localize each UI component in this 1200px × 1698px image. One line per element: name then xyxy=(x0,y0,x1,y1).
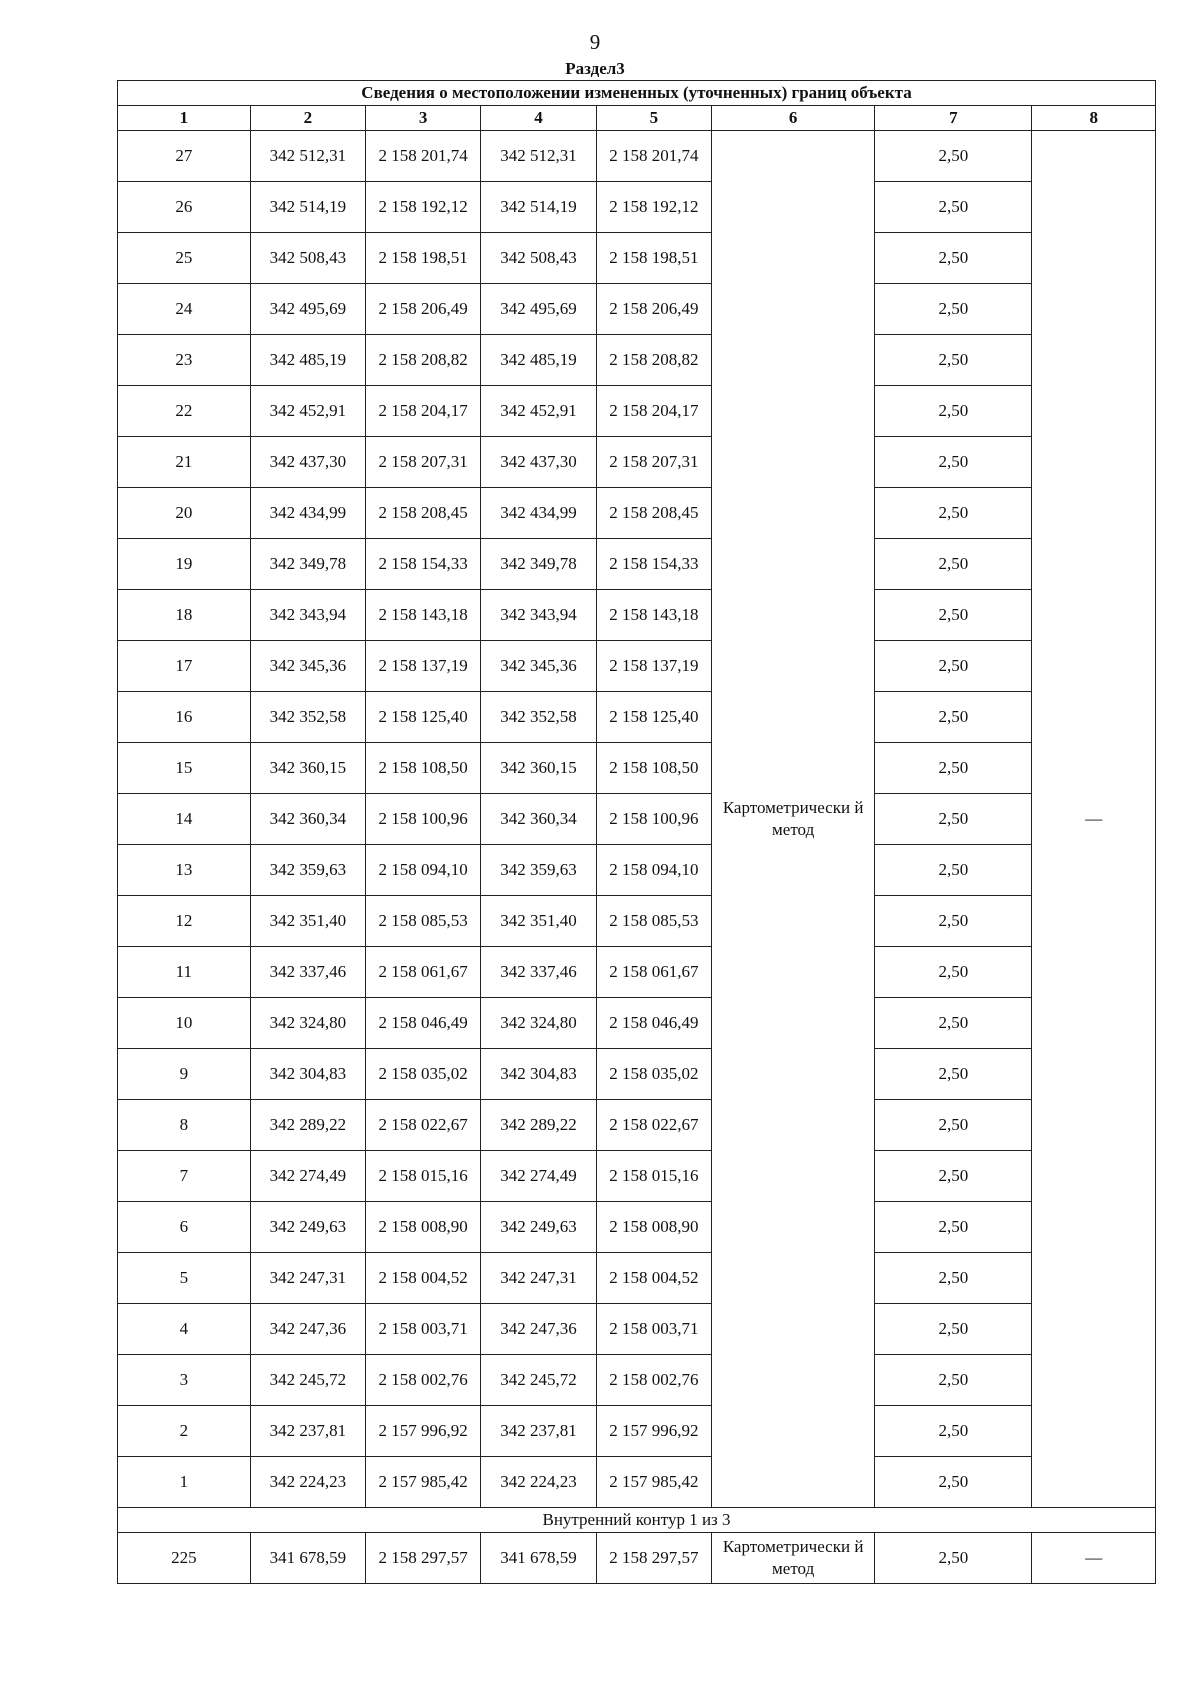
existing-x: 342 343,94 xyxy=(250,590,365,641)
table-row xyxy=(118,590,1156,641)
new-x: 342 345,36 xyxy=(481,641,596,692)
new-y: 2 158 125,40 xyxy=(596,692,711,743)
precision: 2,50 xyxy=(875,947,1032,998)
method-cell: Картометрически й метод xyxy=(711,1533,874,1584)
new-x: 342 337,46 xyxy=(481,947,596,998)
precision: 2,50 xyxy=(875,1253,1032,1304)
table-row xyxy=(118,1202,1156,1253)
point-number: 10 xyxy=(118,998,251,1049)
new-y: 2 158 004,52 xyxy=(596,1253,711,1304)
new-y: 2 158 154,33 xyxy=(596,539,711,590)
point-number: 25 xyxy=(118,233,251,284)
new-x: 342 508,43 xyxy=(481,233,596,284)
existing-x: 342 247,36 xyxy=(250,1304,365,1355)
precision: 2,50 xyxy=(875,437,1032,488)
point-number: 5 xyxy=(118,1253,251,1304)
new-y: 2 158 094,10 xyxy=(596,845,711,896)
existing-y: 2 158 201,74 xyxy=(366,131,481,182)
new-y: 2 158 046,49 xyxy=(596,998,711,1049)
point-number: 17 xyxy=(118,641,251,692)
precision: 2,50 xyxy=(875,692,1032,743)
section-title: Раздел3 xyxy=(565,59,625,78)
precision: 2,50 xyxy=(875,1304,1032,1355)
new-x: 342 349,78 xyxy=(481,539,596,590)
existing-y: 2 158 297,57 xyxy=(366,1533,481,1584)
table-row xyxy=(118,1406,1156,1457)
column-header-2: 2 xyxy=(250,106,365,131)
point-number: 3 xyxy=(118,1355,251,1406)
table-row xyxy=(118,488,1156,539)
existing-x: 342 351,40 xyxy=(250,896,365,947)
new-y: 2 158 204,17 xyxy=(596,386,711,437)
precision: 2,50 xyxy=(875,1355,1032,1406)
new-x: 342 485,19 xyxy=(481,335,596,386)
point-number: 9 xyxy=(118,1049,251,1100)
existing-y: 2 158 008,90 xyxy=(366,1202,481,1253)
new-y: 2 158 008,90 xyxy=(596,1202,711,1253)
existing-y: 2 158 206,49 xyxy=(366,284,481,335)
point-number: 2 xyxy=(118,1406,251,1457)
table-row xyxy=(118,284,1156,335)
existing-y: 2 158 208,45 xyxy=(366,488,481,539)
new-y: 2 158 137,19 xyxy=(596,641,711,692)
new-x: 341 678,59 xyxy=(481,1533,596,1584)
existing-x: 342 247,31 xyxy=(250,1253,365,1304)
existing-x: 342 249,63 xyxy=(250,1202,365,1253)
table-row xyxy=(118,998,1156,1049)
table-row xyxy=(118,947,1156,998)
column-header-7: 7 xyxy=(875,106,1032,131)
existing-y: 2 157 985,42 xyxy=(366,1457,481,1508)
new-y: 2 158 143,18 xyxy=(596,590,711,641)
precision: 2,50 xyxy=(875,182,1032,233)
new-x: 342 434,99 xyxy=(481,488,596,539)
precision: 2,50 xyxy=(875,1406,1032,1457)
notes-cell: — xyxy=(1032,1533,1156,1584)
table-row xyxy=(118,794,1156,845)
point-number: 14 xyxy=(118,794,251,845)
column-header-4: 4 xyxy=(481,106,596,131)
point-number: 13 xyxy=(118,845,251,896)
precision: 2,50 xyxy=(875,488,1032,539)
existing-x: 342 224,23 xyxy=(250,1457,365,1508)
point-number: 6 xyxy=(118,1202,251,1253)
existing-y: 2 158 085,53 xyxy=(366,896,481,947)
point-number: 7 xyxy=(118,1151,251,1202)
boundary-table xyxy=(117,80,1156,1584)
existing-y: 2 158 100,96 xyxy=(366,794,481,845)
existing-x: 342 237,81 xyxy=(250,1406,365,1457)
existing-x: 342 324,80 xyxy=(250,998,365,1049)
existing-x: 342 337,46 xyxy=(250,947,365,998)
existing-x: 341 678,59 xyxy=(250,1533,365,1584)
precision: 2,50 xyxy=(875,284,1032,335)
column-header-6: 6 xyxy=(711,106,874,131)
existing-x: 342 345,36 xyxy=(250,641,365,692)
existing-x: 342 512,31 xyxy=(250,131,365,182)
precision: 2,50 xyxy=(875,1049,1032,1100)
new-y: 2 158 206,49 xyxy=(596,284,711,335)
new-x: 342 359,63 xyxy=(481,845,596,896)
point-number: 16 xyxy=(118,692,251,743)
existing-x: 342 434,99 xyxy=(250,488,365,539)
precision: 2,50 xyxy=(875,896,1032,947)
existing-x: 342 360,34 xyxy=(250,794,365,845)
table-row xyxy=(118,233,1156,284)
new-y: 2 157 996,92 xyxy=(596,1406,711,1457)
new-x: 342 224,23 xyxy=(481,1457,596,1508)
new-x: 342 360,34 xyxy=(481,794,596,845)
new-y: 2 158 015,16 xyxy=(596,1151,711,1202)
existing-x: 342 289,22 xyxy=(250,1100,365,1151)
table-row xyxy=(118,1355,1156,1406)
existing-y: 2 158 003,71 xyxy=(366,1304,481,1355)
existing-y: 2 158 154,33 xyxy=(366,539,481,590)
table-row xyxy=(118,896,1156,947)
existing-x: 342 437,30 xyxy=(250,437,365,488)
existing-y: 2 158 125,40 xyxy=(366,692,481,743)
table-row xyxy=(118,437,1156,488)
new-y: 2 158 198,51 xyxy=(596,233,711,284)
new-x: 342 512,31 xyxy=(481,131,596,182)
new-y: 2 158 100,96 xyxy=(596,794,711,845)
existing-y: 2 157 996,92 xyxy=(366,1406,481,1457)
existing-y: 2 158 208,82 xyxy=(366,335,481,386)
new-x: 342 304,83 xyxy=(481,1049,596,1100)
table-row xyxy=(118,1151,1156,1202)
existing-y: 2 158 192,12 xyxy=(366,182,481,233)
point-number: 225 xyxy=(118,1533,251,1584)
existing-y: 2 158 204,17 xyxy=(366,386,481,437)
precision: 2,50 xyxy=(875,539,1032,590)
point-number: 21 xyxy=(118,437,251,488)
new-y: 2 158 208,82 xyxy=(596,335,711,386)
precision: 2,50 xyxy=(875,641,1032,692)
new-y: 2 158 002,76 xyxy=(596,1355,711,1406)
new-x: 342 352,58 xyxy=(481,692,596,743)
existing-y: 2 158 002,76 xyxy=(366,1355,481,1406)
precision: 2,50 xyxy=(875,1533,1032,1584)
new-y: 2 157 985,42 xyxy=(596,1457,711,1508)
point-number: 24 xyxy=(118,284,251,335)
precision: 2,50 xyxy=(875,1202,1032,1253)
existing-x: 342 452,91 xyxy=(250,386,365,437)
table-row xyxy=(118,743,1156,794)
table-row xyxy=(118,1304,1156,1355)
point-number: 20 xyxy=(118,488,251,539)
new-y: 2 158 003,71 xyxy=(596,1304,711,1355)
method-cell: Картометрически й метод xyxy=(711,131,874,1508)
existing-x: 342 304,83 xyxy=(250,1049,365,1100)
existing-y: 2 158 004,52 xyxy=(366,1253,481,1304)
new-x: 342 351,40 xyxy=(481,896,596,947)
existing-x: 342 485,19 xyxy=(250,335,365,386)
new-x: 342 274,49 xyxy=(481,1151,596,1202)
table-row xyxy=(118,845,1156,896)
existing-y: 2 158 198,51 xyxy=(366,233,481,284)
existing-y: 2 158 094,10 xyxy=(366,845,481,896)
precision: 2,50 xyxy=(875,335,1032,386)
precision: 2,50 xyxy=(875,845,1032,896)
existing-y: 2 158 015,16 xyxy=(366,1151,481,1202)
new-y: 2 158 192,12 xyxy=(596,182,711,233)
table-row xyxy=(118,131,1156,182)
new-y: 2 158 108,50 xyxy=(596,743,711,794)
new-x: 342 247,36 xyxy=(481,1304,596,1355)
column-header-1: 1 xyxy=(118,106,251,131)
existing-x: 342 245,72 xyxy=(250,1355,365,1406)
table-row xyxy=(118,182,1156,233)
column-header-5: 5 xyxy=(596,106,711,131)
column-header-row xyxy=(118,106,1156,131)
table-row xyxy=(118,1533,1156,1584)
existing-x: 342 508,43 xyxy=(250,233,365,284)
new-y: 2 158 085,53 xyxy=(596,896,711,947)
table-row xyxy=(118,386,1156,437)
existing-x: 342 352,58 xyxy=(250,692,365,743)
existing-x: 342 349,78 xyxy=(250,539,365,590)
precision: 2,50 xyxy=(875,794,1032,845)
table-row xyxy=(118,539,1156,590)
precision: 2,50 xyxy=(875,1100,1032,1151)
point-number: 4 xyxy=(118,1304,251,1355)
new-y: 2 158 201,74 xyxy=(596,131,711,182)
existing-y: 2 158 035,02 xyxy=(366,1049,481,1100)
table-row xyxy=(118,641,1156,692)
precision: 2,50 xyxy=(875,590,1032,641)
new-x: 342 343,94 xyxy=(481,590,596,641)
table-row xyxy=(118,1253,1156,1304)
new-y: 2 158 022,67 xyxy=(596,1100,711,1151)
table-row xyxy=(118,1457,1156,1508)
new-x: 342 237,81 xyxy=(481,1406,596,1457)
new-x: 342 452,91 xyxy=(481,386,596,437)
new-y: 2 158 061,67 xyxy=(596,947,711,998)
precision: 2,50 xyxy=(875,743,1032,794)
column-header-8: 8 xyxy=(1032,106,1156,131)
precision: 2,50 xyxy=(875,998,1032,1049)
new-y: 2 158 035,02 xyxy=(596,1049,711,1100)
new-x: 342 247,31 xyxy=(481,1253,596,1304)
inner-contour-label-row xyxy=(118,1508,1156,1533)
table-row xyxy=(118,1049,1156,1100)
point-number: 18 xyxy=(118,590,251,641)
new-x: 342 437,30 xyxy=(481,437,596,488)
new-x: 342 249,63 xyxy=(481,1202,596,1253)
precision: 2,50 xyxy=(875,386,1032,437)
point-number: 22 xyxy=(118,386,251,437)
new-x: 342 324,80 xyxy=(481,998,596,1049)
table-row xyxy=(118,692,1156,743)
new-x: 342 495,69 xyxy=(481,284,596,335)
inner-contour-label: Внутренний контур 1 из 3 xyxy=(118,1508,1156,1533)
existing-y: 2 158 061,67 xyxy=(366,947,481,998)
existing-x: 342 495,69 xyxy=(250,284,365,335)
table-row xyxy=(118,1100,1156,1151)
new-x: 342 245,72 xyxy=(481,1355,596,1406)
precision: 2,50 xyxy=(875,1151,1032,1202)
new-y: 2 158 207,31 xyxy=(596,437,711,488)
point-number: 1 xyxy=(118,1457,251,1508)
precision: 2,50 xyxy=(875,1457,1032,1508)
new-x: 342 514,19 xyxy=(481,182,596,233)
point-number: 27 xyxy=(118,131,251,182)
new-y: 2 158 208,45 xyxy=(596,488,711,539)
point-number: 15 xyxy=(118,743,251,794)
precision: 2,50 xyxy=(875,131,1032,182)
point-number: 19 xyxy=(118,539,251,590)
existing-y: 2 158 137,19 xyxy=(366,641,481,692)
existing-y: 2 158 207,31 xyxy=(366,437,481,488)
existing-y: 2 158 046,49 xyxy=(366,998,481,1049)
table-caption: Сведения о местоположении измененных (уточненных) границ объекта xyxy=(118,81,1156,106)
new-x: 342 289,22 xyxy=(481,1100,596,1151)
existing-y: 2 158 108,50 xyxy=(366,743,481,794)
existing-y: 2 158 022,67 xyxy=(366,1100,481,1151)
point-number: 12 xyxy=(118,896,251,947)
existing-x: 342 360,15 xyxy=(250,743,365,794)
point-number: 23 xyxy=(118,335,251,386)
new-x: 342 360,15 xyxy=(481,743,596,794)
column-header-3: 3 xyxy=(366,106,481,131)
existing-x: 342 514,19 xyxy=(250,182,365,233)
point-number: 26 xyxy=(118,182,251,233)
point-number: 11 xyxy=(118,947,251,998)
notes-cell: — xyxy=(1032,131,1156,1508)
existing-x: 342 274,49 xyxy=(250,1151,365,1202)
existing-y: 2 158 143,18 xyxy=(366,590,481,641)
point-number: 8 xyxy=(118,1100,251,1151)
page-number: 9 xyxy=(589,30,601,54)
existing-x: 342 359,63 xyxy=(250,845,365,896)
new-y: 2 158 297,57 xyxy=(596,1533,711,1584)
precision: 2,50 xyxy=(875,233,1032,284)
table-row xyxy=(118,335,1156,386)
